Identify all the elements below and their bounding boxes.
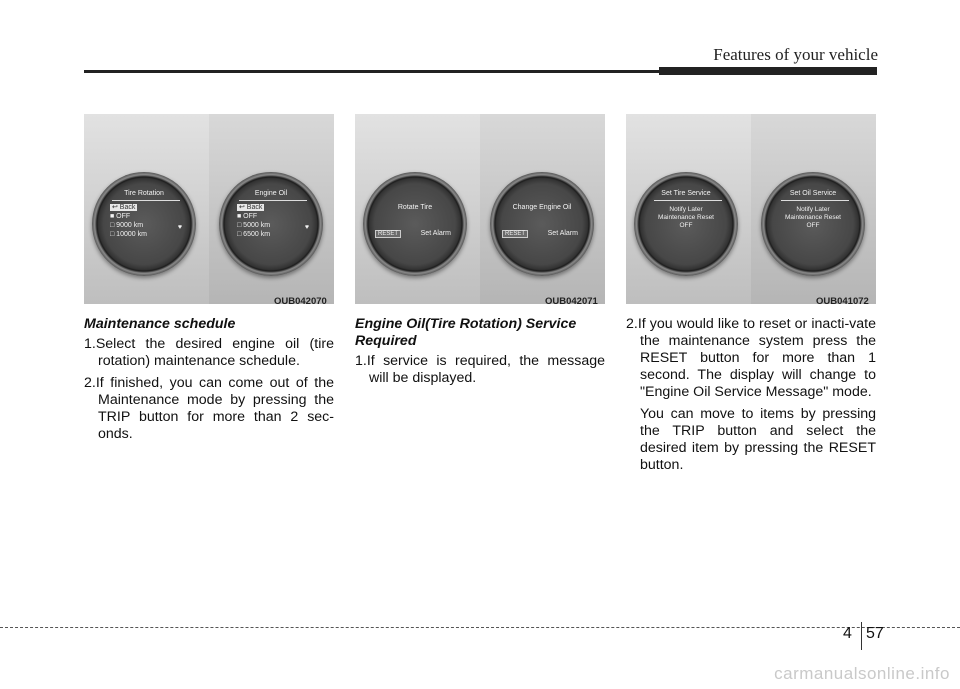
back-option: ↩ Back <box>239 204 263 211</box>
figure-service-required <box>355 114 605 304</box>
gauge-title: Engine Oil <box>254 190 288 197</box>
menu-option: □ 5000 km <box>237 222 271 229</box>
alarm-label: Set Alarm <box>420 230 451 237</box>
heart-icon: ♥ <box>304 224 309 231</box>
gauge-title: Set Oil Service <box>789 190 837 197</box>
menu-option: ■ OFF <box>110 213 131 220</box>
column-reset <box>626 316 876 474</box>
figure-panel-left <box>84 114 209 304</box>
gauge-engine-oil <box>219 172 323 276</box>
step-2: 2.If finished, you can come out of the Maintenance mode by pressing the TRIP button for more than 2 sec-onds. <box>84 375 334 442</box>
gauge-set-tire-service <box>634 172 738 276</box>
reset-label: RESET <box>502 230 528 238</box>
gauge-divider <box>239 200 307 201</box>
step-2: 2.If you would like to reset or inacti-vate the maintenance system press the RESET button for more than 1 second. The display will change to "Engine Oil Service Message" mode. <box>626 316 876 400</box>
menu-option: □ 9000 km <box>110 222 144 229</box>
gauge-tire-rotation <box>92 172 196 276</box>
gauge-options <box>775 206 851 230</box>
reset-label: RESET <box>375 230 401 238</box>
gauge-face <box>775 186 851 262</box>
figure-panel-right <box>480 114 605 304</box>
header-rule-block <box>659 67 877 75</box>
option-line: Notify Later <box>669 206 703 213</box>
figure-code: OUB042071 <box>545 296 598 307</box>
menu-option: □ 6500 km <box>237 231 271 238</box>
gauge-face <box>377 186 453 262</box>
paragraph: You can move to items by pressing the TRIP button and select the desired item by pressing the RESET button. <box>640 406 876 473</box>
option-line: Maintenance Reset <box>657 214 714 221</box>
figure-panel-right <box>751 114 876 304</box>
gauge-divider <box>654 200 722 201</box>
gauge-menu <box>237 203 270 239</box>
figure-maintenance-schedule <box>84 114 334 304</box>
gauge-rotate-tire <box>363 172 467 276</box>
gauge-divider <box>781 200 849 201</box>
step-1: 1.If service is required, the message will be displayed. <box>355 353 605 386</box>
step-1: 1.Select the desired engine oil (tire rotation) maintenance schedule. <box>84 336 334 369</box>
gauge-title: Set Tire Service <box>661 190 711 197</box>
figure-code: OUB041072 <box>816 296 869 307</box>
menu-option: ■ OFF <box>237 213 258 220</box>
gauge-face <box>106 186 182 262</box>
gauge-face <box>504 186 580 262</box>
gauge-title: Change Engine Oil <box>512 204 572 211</box>
gauge-menu <box>110 203 147 239</box>
gauge-face <box>233 186 309 262</box>
option-line: OFF <box>806 222 820 229</box>
alarm-label: Set Alarm <box>547 230 578 237</box>
figure-set-service <box>626 114 876 304</box>
gauge-title: Rotate Tire <box>397 204 433 211</box>
gauge-face <box>648 186 724 262</box>
figure-panel-right <box>209 114 334 304</box>
gauge-title: Tire Rotation <box>124 190 164 197</box>
option-line: Notify Later <box>796 206 830 213</box>
header-rule <box>84 70 659 73</box>
section-heading: Maintenance schedule <box>84 316 236 332</box>
gauge-change-engine-oil <box>490 172 594 276</box>
gauge-options <box>648 206 724 230</box>
back-option: ↩ Back <box>112 204 136 211</box>
option-line: OFF <box>679 222 693 229</box>
column-maintenance-schedule <box>84 316 334 448</box>
figure-code: OUB042070 <box>274 296 327 307</box>
heart-icon: ♥ <box>177 224 182 231</box>
option-line: Maintenance Reset <box>784 214 841 221</box>
gauge-set-oil-service <box>761 172 865 276</box>
menu-option: □ 10000 km <box>110 231 147 238</box>
watermark: carmanualsonline.info <box>774 664 950 683</box>
section-number: 4 <box>843 625 852 642</box>
gauge-divider <box>112 200 180 201</box>
footer-rule <box>0 627 960 628</box>
page-number: 57 <box>866 625 884 642</box>
column-service-required <box>355 316 605 392</box>
page-number-divider <box>861 622 862 650</box>
figure-panel-left <box>355 114 480 304</box>
figure-panel-left <box>626 114 751 304</box>
running-header-title: Features of your vehicle <box>713 45 878 64</box>
section-heading: Engine Oil(Tire Rotation) Service Required <box>355 316 577 349</box>
